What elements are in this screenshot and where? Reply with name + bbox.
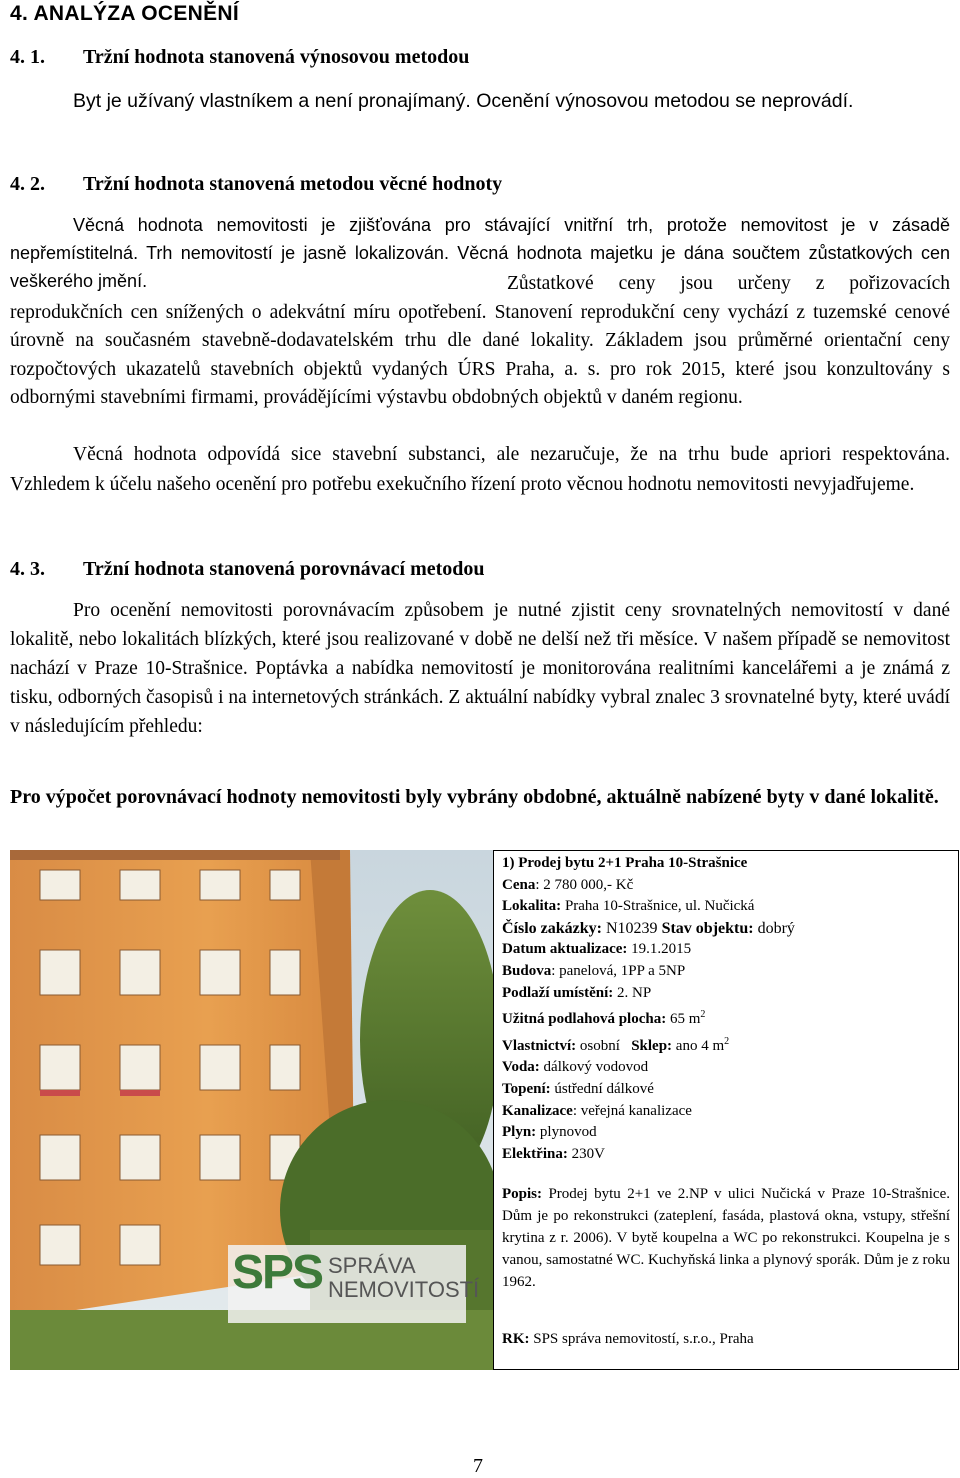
heading-4-3	[10, 558, 485, 581]
comparison-intro: Pro výpočet porovnávací hodnoty nemovitosti byly vybrány obdobné, aktuálně nabízené byty v dané lokalitě.	[10, 786, 939, 808]
listing-description	[502, 1183, 950, 1293]
building-value: : panelová, 1PP a 5NP	[551, 962, 686, 979]
logo-sps: SPS	[232, 1246, 323, 1299]
heading-number: 4. 3.	[10, 558, 45, 580]
update-date-value: 19.1.2015	[627, 941, 692, 958]
heading-number: 4. 1.	[10, 46, 45, 68]
description-label: Popis:	[502, 1186, 543, 1202]
cellar-unit-sup: 2	[724, 1035, 730, 1047]
agency-label: RK:	[502, 1331, 530, 1347]
heading-text: Tržní hodnota stanovená výnosovou metodou	[83, 46, 470, 68]
listing-heading: 1) Prodej bytu 2+1 Praha 10-Strašnice	[502, 855, 748, 871]
gas-value: plynovod	[536, 1124, 597, 1141]
order-number-label: Číslo zakázky:	[502, 919, 602, 937]
condition-value: dobrý	[753, 919, 795, 937]
building-photo	[10, 850, 493, 1370]
logo-line2: NEMOVITOSTÍ	[328, 1277, 480, 1302]
heating-label: Topení:	[502, 1080, 551, 1097]
price-label: Cena	[502, 876, 536, 893]
gas-label: Plyn:	[502, 1124, 537, 1141]
page-number: 7	[473, 1455, 483, 1477]
condition-label: Stav objektu:	[661, 919, 754, 937]
building-label: Budova	[502, 962, 552, 979]
order-number-value: N10239	[602, 919, 662, 937]
paragraph-4-3: Pro ocenění nemovitosti porovnávacím způsobem je nutné zjistit ceny srovnatelných nemovitostí v dané lokalitě, nebo lokalitách blízkých, které jsou realizované v době ne delší než tři měsíce. V našem případě se nemovitost nachází v Praze 10-Strašnice. Poptávka a nabídka nemovitostí je monitorována realitními kancelářemi a je známá z tisku, odborných časopisů i na internetových stránkách. Z aktuální nabídky vybral znalec 3 srovnatelné byty, které uvádí v následujícím přehledu:	[10, 600, 950, 737]
heading-text: Tržní hodnota stanovená porovnávací metodou	[83, 558, 485, 580]
location-label: Lokalita:	[502, 898, 562, 915]
ownership-value: osobní	[576, 1037, 632, 1054]
paragraph-4-2-serif	[10, 270, 950, 413]
update-date-label: Datum aktualizace:	[502, 941, 628, 958]
listing-agency	[502, 1331, 754, 1348]
heading-number: 4. 2.	[10, 173, 45, 195]
floor-value: 2. NP	[613, 984, 652, 1001]
heating-value: ústřední dálkové	[550, 1080, 654, 1097]
cellar-label: Sklep:	[631, 1037, 673, 1054]
section-title: 4. ANALÝZA OCENĚNÍ	[10, 2, 240, 25]
listing-box	[493, 850, 959, 1370]
agency-value: SPS správa nemovitostí, s.r.o., Praha	[529, 1331, 754, 1347]
paragraph-4-2-serif-text: Zůstatkové ceny jsou určeny z pořizovacích reprodukčních cen snížených o adekvátní míru opotřebení. Stanovení reprodukční ceny vychází z tuzemské cenové úrovně na současném stavebně-dodavatelském trhu dle dané lokality. Základem jsou průměrné orientační ceny rozpočtových ukazatelů stavebních objektů vydaných ÚRS Praha, a. s. pro rok 2015, které jsou konzultovány s odbornými stavebními firmami, provádějícími výstavbu obdobných objektů v daném regionu.	[10, 273, 950, 408]
cellar-value: ano 4 m	[672, 1037, 725, 1054]
ownership-label: Vlastnictví:	[502, 1037, 577, 1054]
listing-details	[502, 853, 952, 1165]
paragraph-4-2-conclusion: Věcná hodnota odpovídá sice stavební substanci, ale nezaručuje, že na trhu bude apriori respektována. Vzhledem k účelu našeho ocenění pro potřebu exekučního řízení proto věcnou hodnotu nemovitosti nevyjadřujeme.	[10, 444, 950, 495]
area-value: 65 m	[666, 1011, 701, 1028]
heading-4-1	[10, 46, 469, 69]
paragraph-4-1: Byt je užívaný vlastníkem a není pronajímaný. Ocenění výnosovou metodou se neprovádí.	[73, 90, 854, 112]
price-value: : 2 780 000,- Kč	[535, 876, 634, 893]
electricity-value: 230V	[567, 1145, 605, 1162]
floor-label: Podlaží umístění:	[502, 984, 614, 1001]
location-value: Praha 10-Strašnice, ul. Nučická	[561, 898, 755, 915]
description-value: Prodej bytu 2+1 ve 2.NP v ulici Nučická v Praze 10-Strašnice. Dům je po rekonstrukci (zateplení, fasáda, plastová okna, vstupy, střešní krytina z r. 2006). V bytě koupelna a WC po rekonstrukci. Koupelna je s vanou, samostatné WC. Kuchyňská linka a plynový sporák. Dům je z roku 1962.	[502, 1186, 950, 1290]
water-label: Voda:	[502, 1059, 540, 1076]
sewer-value: : veřejná kanalizace	[572, 1102, 692, 1119]
heading-text: Tržní hodnota stanovená metodou věcné hodnoty	[83, 173, 503, 195]
water-value: dálkový vodovod	[539, 1059, 649, 1076]
electricity-label: Elektřina:	[502, 1145, 568, 1162]
sewer-label: Kanalizace	[502, 1102, 573, 1119]
area-unit-sup: 2	[700, 1009, 706, 1021]
logo-line1: SPRÁVA	[328, 1253, 416, 1278]
area-label: Užitná podlahová plocha:	[502, 1011, 667, 1028]
paragraph-4-2-sans: Věcná hodnota nemovitosti je zjišťována pro stávající vnitřní trh, protože nemovitost je v zásadě nepřemístitelná. Trh nemovitostí je jasně lokalizován. Věcná hodnota majetku je dána součtem zůstatkových cen veškerého jmění.	[10, 215, 950, 291]
heading-4-2	[10, 173, 502, 196]
